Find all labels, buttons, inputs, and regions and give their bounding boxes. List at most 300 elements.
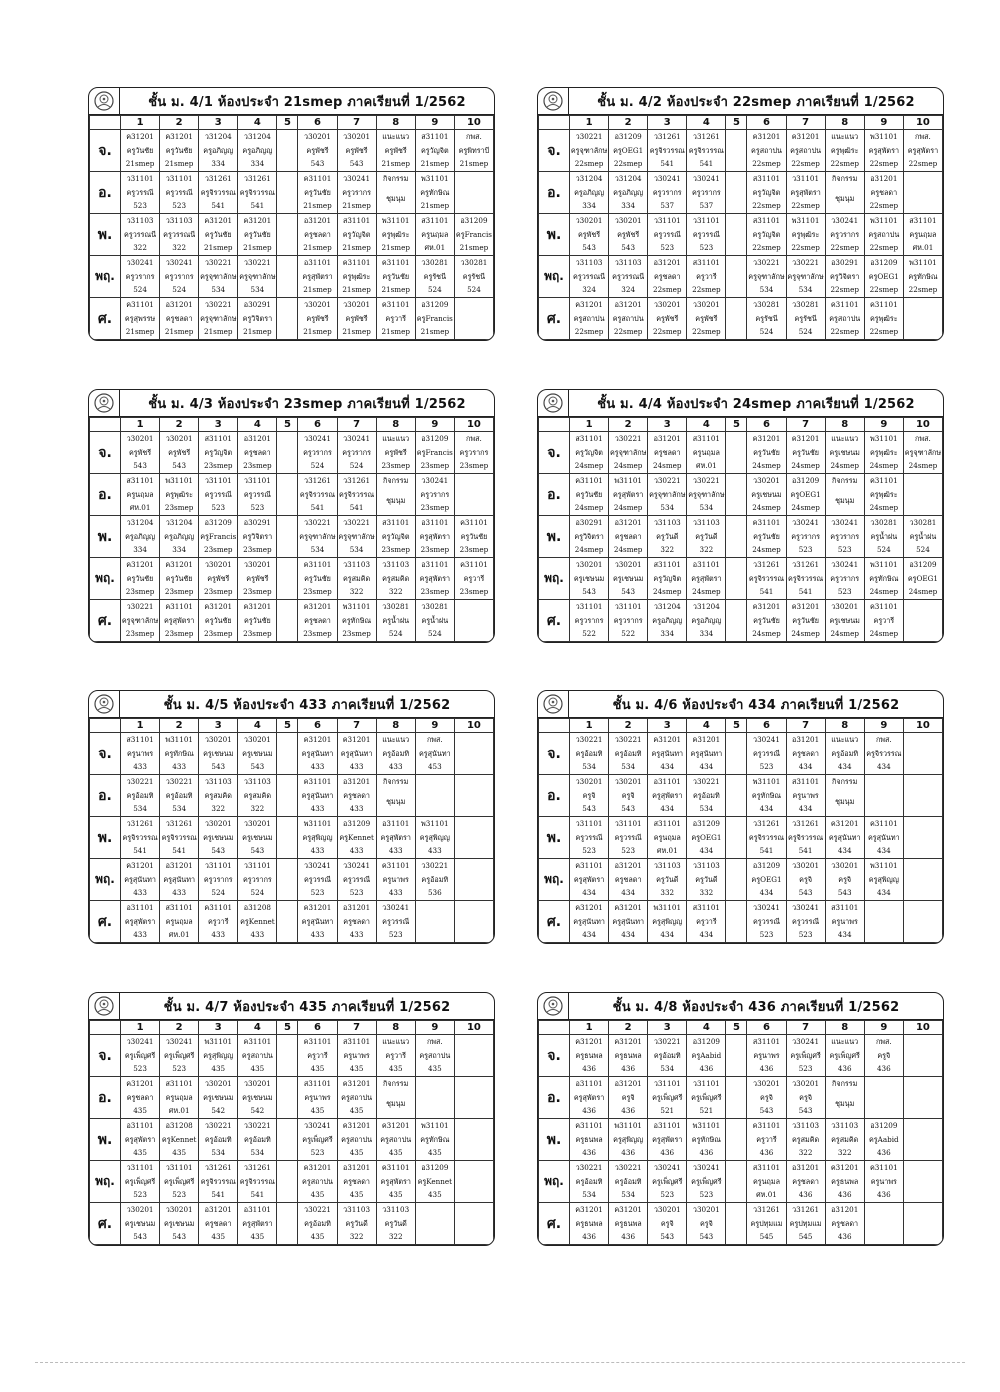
room-number: 433 [133, 762, 147, 771]
subject-code: ว31261 [243, 1163, 271, 1172]
teacher-name: ครูธนพล [831, 1176, 859, 1186]
teacher-name: ครูวันชัย [204, 229, 232, 239]
period-number: 9 [415, 116, 454, 130]
subject-code: ว30221 [204, 1121, 232, 1130]
subject-code: ว31261 [753, 560, 780, 569]
schedule-cell [337, 256, 376, 298]
subject-code: อ31201 [343, 903, 371, 912]
teacher-name: ครูวันชัย [165, 573, 193, 583]
subject-code: ว30201 [792, 1079, 820, 1088]
room-number: 334 [172, 545, 187, 554]
day-label: จ. [539, 432, 570, 474]
teacher-name: ครูOEG1 [907, 573, 938, 583]
schedule-cell [337, 298, 376, 340]
schedule-cell [648, 1119, 687, 1161]
teacher-name: ครูKennet [339, 832, 374, 842]
teacher-name: ครูวิจิตรา [242, 313, 273, 323]
schedule-cell [415, 172, 454, 214]
teacher-name: ครูวรรณี [614, 832, 642, 842]
subject-code: พ31101 [421, 174, 449, 183]
schedule-cell [570, 1119, 609, 1161]
subject-code: ว31204 [653, 602, 681, 611]
subject-code: ว30201 [343, 132, 371, 141]
teacher-name: ครูสุพัตรา [612, 489, 644, 499]
subject-code: พ31101 [381, 216, 410, 225]
schedule-cell [160, 775, 199, 817]
schedule-cell [454, 130, 493, 172]
teacher-name: ครูสุพิญญ [613, 1134, 644, 1144]
teacher-name: ครูอภิญญ [242, 145, 273, 155]
day-row [539, 1077, 943, 1119]
teacher-name: ครูจิ [799, 1092, 813, 1102]
teacher-name: ครูอภิญญ [652, 615, 683, 625]
schedule-cell [786, 1119, 825, 1161]
schedule-cell [415, 432, 454, 474]
teacher-name: ครูปทุมแม [789, 1218, 822, 1228]
schedule-cell [864, 1077, 903, 1119]
subject-code: ว31261 [753, 819, 780, 828]
schedule-cell [376, 130, 415, 172]
subject-code: ว30201 [165, 1205, 193, 1214]
subject-code: ว30201 [204, 560, 232, 569]
subject-code: ว30221 [653, 1037, 681, 1046]
period-number: 1 [121, 1021, 160, 1035]
subject-code: ว31103 [343, 1205, 371, 1214]
room-number: 524 [916, 545, 930, 554]
schedule-cell [121, 172, 160, 214]
subject-code: แนะแนว [831, 1037, 859, 1046]
subject-code: อ31201 [614, 518, 642, 527]
teacher-name: ครูนาพร [831, 916, 858, 926]
schedule-cell [376, 733, 415, 775]
room-number: 542 [250, 1106, 265, 1115]
room-number: 524 [798, 327, 813, 336]
schedule-cell [609, 172, 648, 214]
schedule-cell [199, 859, 238, 901]
schedule-cell [121, 775, 160, 817]
teacher-name: ครูชลดา [304, 229, 331, 239]
subject-code: กิจกรรม [383, 777, 409, 786]
schedule-cell [609, 600, 648, 642]
schedule-cell [199, 130, 238, 172]
subject-code: ว30221 [575, 1163, 603, 1172]
room-number: 22smep [830, 327, 859, 336]
period-number: 9 [864, 116, 903, 130]
schedule-cell [726, 600, 747, 642]
teacher-name: ครูสุพัตรา [380, 1176, 411, 1186]
teacher-name: ครูอ้อมทิ [304, 1218, 331, 1228]
schedule-cell [415, 130, 454, 172]
schedule-cell [415, 298, 454, 340]
room-number: 534 [310, 545, 325, 554]
room-number: 543 [621, 243, 636, 252]
room-number: 523 [798, 930, 813, 939]
room-number: 436 [876, 1190, 891, 1199]
subject-code: ค31101 [204, 903, 233, 912]
room-number: 22smep [653, 327, 682, 336]
teacher-name: ครูธนพล [614, 1218, 642, 1228]
subject-code: ว31261 [792, 1205, 820, 1214]
teacher-name: ครูนฤมล [421, 229, 449, 239]
teacher-name: ชุมนุม [835, 495, 855, 505]
room-number: 541 [349, 503, 364, 512]
schedule-cell [376, 298, 415, 340]
schedule-cell [747, 600, 786, 642]
schedule-cell [238, 172, 277, 214]
period-number: 6 [298, 418, 337, 432]
schedule-cell [747, 901, 786, 943]
teacher-name: ครูวรรณนี [612, 271, 645, 281]
room-number: 537 [660, 201, 675, 210]
room-number: 24smep [752, 461, 781, 470]
room-number: 21smep [164, 159, 194, 168]
room-number: 543 [172, 461, 187, 470]
schedule-cell [648, 600, 687, 642]
period-number: 5 [726, 719, 747, 733]
room-number: 433 [250, 930, 265, 939]
room-number: 436 [582, 1232, 596, 1241]
teacher-name: ครูทักษิณ [869, 573, 899, 583]
teacher-name: ครูจิรวรรณ [866, 748, 902, 758]
period-number: 10 [903, 719, 942, 733]
subject-code: แนะแนว [831, 434, 859, 443]
room-number: 434 [660, 804, 675, 813]
room-number: 433 [133, 888, 147, 897]
room-number: 21smep [303, 327, 332, 336]
room-number: 435 [310, 1190, 325, 1199]
subject-code: ว31261 [343, 476, 371, 485]
teacher-name: ครูธนพล [575, 1218, 603, 1228]
subject-code: ค31101 [303, 1037, 332, 1046]
subject-code: ค31101 [869, 1163, 898, 1172]
teacher-name: ครูจุฑาลักษ [688, 489, 725, 499]
room-number: 332 [660, 888, 675, 897]
period-number: 7 [337, 418, 376, 432]
subject-code: พ31101 [303, 819, 332, 828]
subject-code: ว30281 [421, 602, 449, 611]
schedule-cell [337, 172, 376, 214]
room-number: 322 [388, 587, 403, 596]
subject-code: ว30241 [304, 861, 331, 870]
teacher-name: ครูจิรวรรณ [161, 832, 197, 842]
room-number: 523 [798, 545, 813, 554]
teacher-name: ครูAabid [691, 1050, 722, 1060]
teacher-name: ครูสุพิญญ [652, 916, 683, 926]
subject-code: ค31101 [342, 258, 371, 267]
subject-code: ส31101 [752, 174, 781, 183]
teacher-name: ครูวันดี [384, 1218, 407, 1228]
schedule-cell [903, 1119, 942, 1161]
schedule-cell [825, 172, 864, 214]
day-label: พฤ. [539, 859, 570, 901]
subject-code: ว30201 [831, 861, 859, 870]
teacher-name: ครูวันชัย [244, 615, 271, 625]
period-number: 1 [570, 1021, 609, 1035]
subject-code: พ31101 [870, 560, 898, 569]
room-number: 523 [172, 1190, 187, 1199]
period-number: 2 [160, 1021, 199, 1035]
subject-code: ค31101 [381, 258, 410, 267]
room-number: 322 [660, 545, 675, 554]
teacher-name: ครูวรากร [303, 447, 332, 457]
schedule-cell [609, 775, 648, 817]
schedule-cell [609, 901, 648, 943]
teacher-name: ครูทักษิณ [164, 748, 194, 758]
schedule-cell [376, 1119, 415, 1161]
subject-code: ค31201 [614, 903, 642, 912]
teacher-name: ครูวรรณนี [573, 271, 606, 281]
subject-code: ว30201 [792, 861, 820, 870]
teacher-name: ครูวารี [385, 1050, 407, 1060]
day-label: พ. [90, 214, 121, 256]
teacher-name: ครูสมคิด [204, 790, 232, 800]
schedule-cell [277, 558, 298, 600]
room-number: 523 [621, 846, 636, 855]
timetable-grid [538, 1020, 943, 1245]
subject-code: ว30241 [343, 434, 371, 443]
teacher-name: ครูจิรวรรณ [748, 832, 785, 842]
subject-code: พ31101 [165, 735, 193, 744]
teacher-name: ครูสุนันทา [418, 748, 451, 758]
subject-code: ว30221 [243, 258, 271, 267]
room-number: 521 [660, 1106, 675, 1115]
room-number: 23smep [303, 587, 332, 596]
schedule-cell [199, 558, 238, 600]
teacher-name: ครูวรากร [420, 489, 450, 499]
subject-code: ว30241 [792, 903, 820, 912]
subject-code: ค31201 [165, 560, 193, 569]
room-number: 334 [211, 159, 226, 168]
day-row [90, 901, 494, 943]
subject-code: พ31101 [870, 216, 898, 225]
subject-code: ค31201 [575, 1205, 603, 1214]
teacher-name: ครูนาพร [870, 1176, 897, 1186]
timetable-grid [538, 718, 943, 943]
subject-code: อ31201 [614, 861, 642, 870]
room-number: 434 [876, 762, 891, 771]
subject-code: อ31201 [243, 434, 271, 443]
school-emblem-icon [538, 88, 569, 114]
subject-code: ว31204 [204, 132, 232, 141]
subject-code: ค31201 [342, 1121, 371, 1130]
teacher-name: ครูสุพิญญ [302, 832, 333, 842]
room-number: 21smep [243, 327, 272, 336]
subject-code: อ31101 [243, 1205, 271, 1214]
room-number: 23smep [125, 587, 155, 596]
teacher-name: ครูพัชรี [306, 145, 329, 155]
room-number: 334 [133, 545, 147, 554]
day-label: พฤ. [90, 558, 121, 600]
subject-code: ค31201 [752, 132, 781, 141]
schedule-cell [454, 859, 493, 901]
room-number: 436 [876, 1148, 891, 1157]
schedule-cell [298, 1035, 337, 1077]
teacher-name: ครูวารี [756, 1134, 777, 1144]
subject-code: ค31201 [830, 819, 859, 828]
teacher-name: ครูรัชนี [755, 313, 778, 323]
day-label: จ. [90, 432, 121, 474]
schedule-cell [747, 298, 786, 340]
subject-code: ค31101 [243, 1037, 272, 1046]
subject-code: ว30201 [243, 560, 271, 569]
schedule-cell [160, 1203, 199, 1245]
schedule-cell [376, 775, 415, 817]
schedule-cell [454, 600, 493, 642]
room-number: 524 [211, 888, 226, 897]
schedule-cell [609, 516, 648, 558]
teacher-name: ครูน้ำฝน [382, 615, 410, 625]
schedule-cell [570, 214, 609, 256]
schedule-cell [609, 214, 648, 256]
schedule-cell [786, 516, 825, 558]
subject-code: ว30221 [126, 777, 154, 786]
room-number: 543 [211, 846, 226, 855]
room-number: 24smep [692, 587, 721, 596]
subject-code: พ31101 [870, 434, 898, 443]
day-label: พ. [90, 516, 121, 558]
schedule-cell [376, 256, 415, 298]
subject-code: ว30241 [126, 258, 154, 267]
room-number: 435 [250, 1232, 265, 1241]
room-number: 541 [660, 159, 675, 168]
schedule-cell [199, 256, 238, 298]
period-number: 4 [687, 116, 726, 130]
subject-code: ว30201 [204, 819, 232, 828]
period-number: 8 [376, 116, 415, 130]
schedule-cell [747, 214, 786, 256]
teacher-name: ครูสมคิด [791, 1134, 820, 1144]
schedule-cell [726, 558, 747, 600]
schedule-cell [825, 1161, 864, 1203]
room-number: 24smep [574, 545, 604, 554]
schedule-cell [864, 516, 903, 558]
schedule-cell [454, 432, 493, 474]
schedule-cell [648, 474, 687, 516]
schedule-cell [687, 1077, 726, 1119]
room-number: 22smep [752, 201, 781, 210]
subject-code: กพส. [426, 735, 443, 744]
room-number: 543 [621, 587, 636, 596]
day-row [90, 172, 494, 214]
timetable-grid [89, 115, 494, 340]
room-number: 543 [582, 243, 596, 252]
day-label: อ. [90, 775, 121, 817]
day-label: จ. [90, 1035, 121, 1077]
subject-code: ว31101 [792, 174, 820, 183]
room-number: 436 [876, 1064, 891, 1073]
timetable-card [537, 992, 944, 1246]
room-number: 534 [582, 762, 596, 771]
teacher-name: ครูสถาปน [751, 145, 782, 155]
subject-code: อ31201 [343, 1163, 371, 1172]
schedule-cell [337, 516, 376, 558]
teacher-name: ครูสถาปน [573, 313, 605, 323]
subject-code: พ31101 [165, 476, 193, 485]
subject-code: ว31101 [575, 602, 603, 611]
teacher-name: ครูวรากร [830, 531, 860, 541]
schedule-cell [121, 1203, 160, 1245]
room-number: 435 [349, 1106, 364, 1115]
subject-code: ว30241 [831, 518, 859, 527]
schedule-cell [609, 1119, 648, 1161]
teacher-name: ครูวรากร [613, 615, 643, 625]
room-number: 23smep [204, 461, 233, 470]
schedule-cell [277, 214, 298, 256]
schedule-cell [687, 1119, 726, 1161]
day-label: พฤ. [539, 1161, 570, 1203]
room-number: 23smep [420, 461, 450, 470]
schedule-cell [376, 1035, 415, 1077]
schedule-cell [376, 901, 415, 943]
room-number: 24smep [752, 545, 781, 554]
teacher-name: ครูจิรวรรณ [748, 573, 785, 583]
room-number: 21smep [381, 243, 410, 252]
teacher-name: ครูวรรณนี [124, 229, 157, 239]
teacher-name: ครูสุนันทา [124, 874, 156, 884]
subject-code: ว31204 [243, 132, 271, 141]
room-number: 436 [699, 1064, 714, 1073]
subject-code: ค31101 [381, 1163, 410, 1172]
room-number: 334 [582, 201, 596, 210]
schedule-cell [277, 1119, 298, 1161]
teacher-name: ครูพัชรี [128, 447, 152, 457]
schedule-cell [747, 516, 786, 558]
day-row [539, 600, 943, 642]
schedule-cell [454, 1161, 493, 1203]
subject-code: อ31209 [870, 258, 898, 267]
teacher-name: ครูเชษนม [203, 1092, 234, 1102]
schedule-cell [298, 775, 337, 817]
subject-code: ว30221 [614, 434, 642, 443]
period-number: 6 [747, 418, 786, 432]
schedule-cell [570, 1161, 609, 1203]
schedule-cell [747, 558, 786, 600]
teacher-name: ครูสุนันทา [163, 874, 195, 884]
subject-code: ว31103 [204, 777, 232, 786]
teacher-name: ครูเพ็ญศรี [691, 1092, 722, 1102]
schedule-cell [277, 256, 298, 298]
schedule-cell [687, 1203, 726, 1245]
schedule-cell [121, 474, 160, 516]
room-number: 22smep [613, 159, 643, 168]
subject-code: อ31101 [692, 560, 720, 569]
schedule-cell [337, 432, 376, 474]
room-number: 541 [798, 587, 813, 596]
schedule-cell [121, 214, 160, 256]
teacher-name: ครูจิรวรรณ [339, 489, 375, 499]
subject-code: ส31101 [791, 777, 820, 786]
teacher-name: ครูวิจิตรา [829, 271, 860, 281]
period-number: 4 [238, 1021, 277, 1035]
schedule-cell [121, 600, 160, 642]
subject-code: ว31101 [243, 861, 271, 870]
page-bottom-rule [35, 1362, 965, 1363]
subject-code: ค31201 [830, 1163, 859, 1172]
subject-code: ว31101 [165, 1163, 193, 1172]
period-number: 6 [298, 1021, 337, 1035]
timetable-grid [538, 115, 943, 340]
subject-code: อ31201 [653, 434, 681, 443]
subject-code: ว31103 [126, 216, 154, 225]
subject-code: ว30221 [614, 1163, 642, 1172]
schedule-cell [238, 432, 277, 474]
day-row [90, 1119, 494, 1161]
room-number: 24smep [791, 629, 820, 638]
corner-cell [539, 418, 570, 432]
room-number: 436 [582, 1148, 596, 1157]
subject-code: ว30201 [692, 300, 720, 309]
subject-code: ค31201 [614, 1205, 642, 1214]
